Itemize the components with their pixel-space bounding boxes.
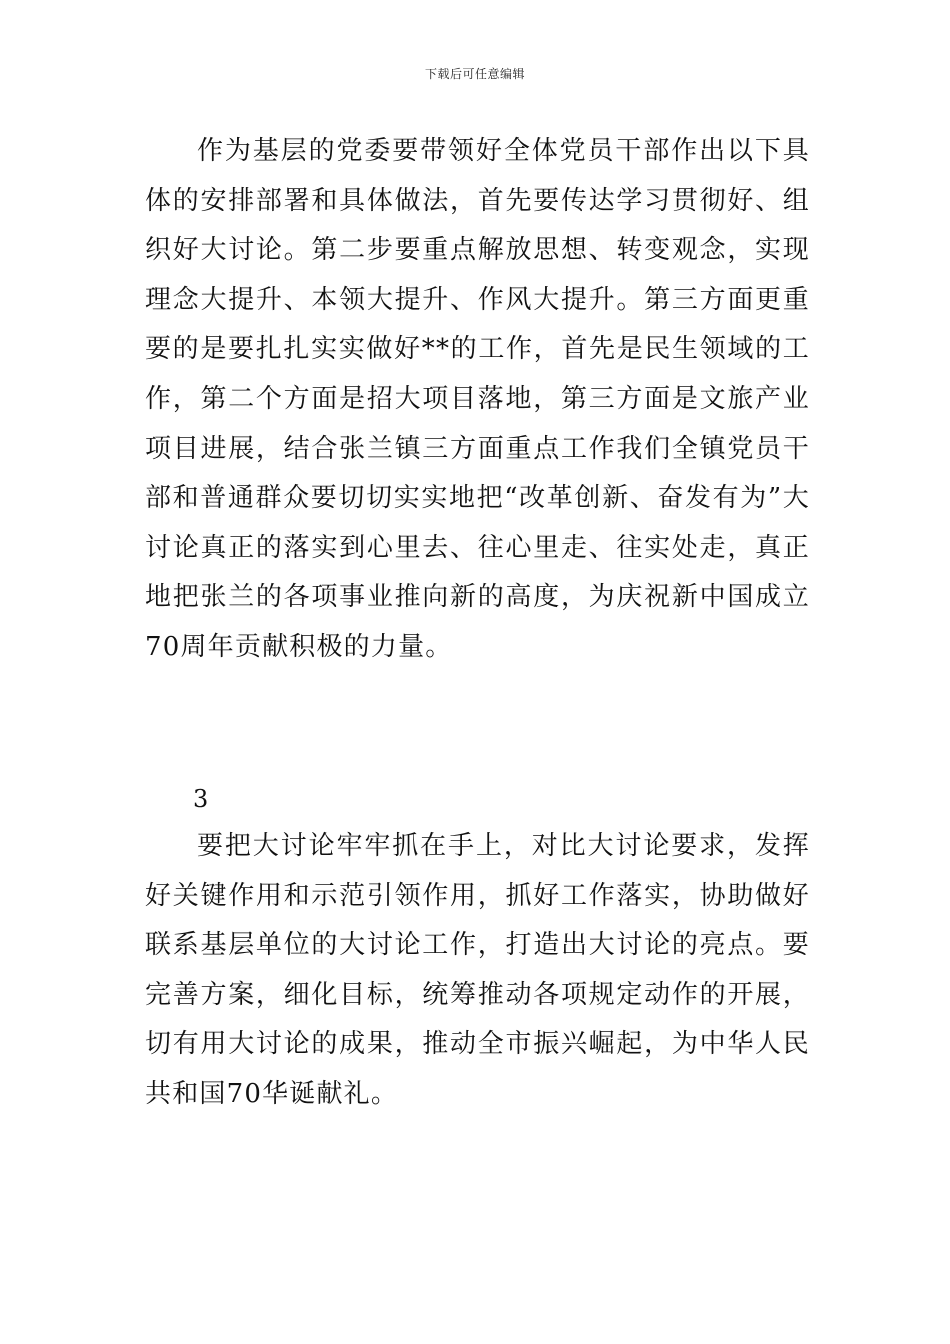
body-paragraph-1: 作为基层的党委要带领好全体党员干部作出以下具体的安排部署和具体做法，首先要传达学习贯彻好、组织好大讨论。第二步要重点解放思想、转变观念，实现理念大提升、本领大提升、作风大提升。第三方面更重要的是要扎扎实实做好**的工作，首先是民生领域的工作，第二个方面是招大项目落地，第三方面是文旅产业项目进展，结合张兰镇三方面重点工作我们全镇党员干部和普通群众要切切实实地把“改革创新、奋发有为”大讨论真正的落实到心里去、往心里走、往实处走，真正地把张兰的各项事业推向新的高度，为庆祝新中国成立70周年贡献积极的力量。 <box>145 136 810 662</box>
body-paragraph-2: 要把大讨论牢牢抓在手上，对比大讨论要求，发挥好关键作用和示范引领作用，抓好工作落实，协助做好联系基层单位的大讨论工作，打造出大讨论的亮点。要完善方案，细化目标，统筹推动各项规定动作的开展，切有用大讨论的成果，推动全市振兴崛起，为中华人民共和国70华诞献礼。 <box>145 831 810 1109</box>
header-note: 下载后可任意编辑 <box>424 67 525 81</box>
section-number: 3 <box>193 785 209 813</box>
